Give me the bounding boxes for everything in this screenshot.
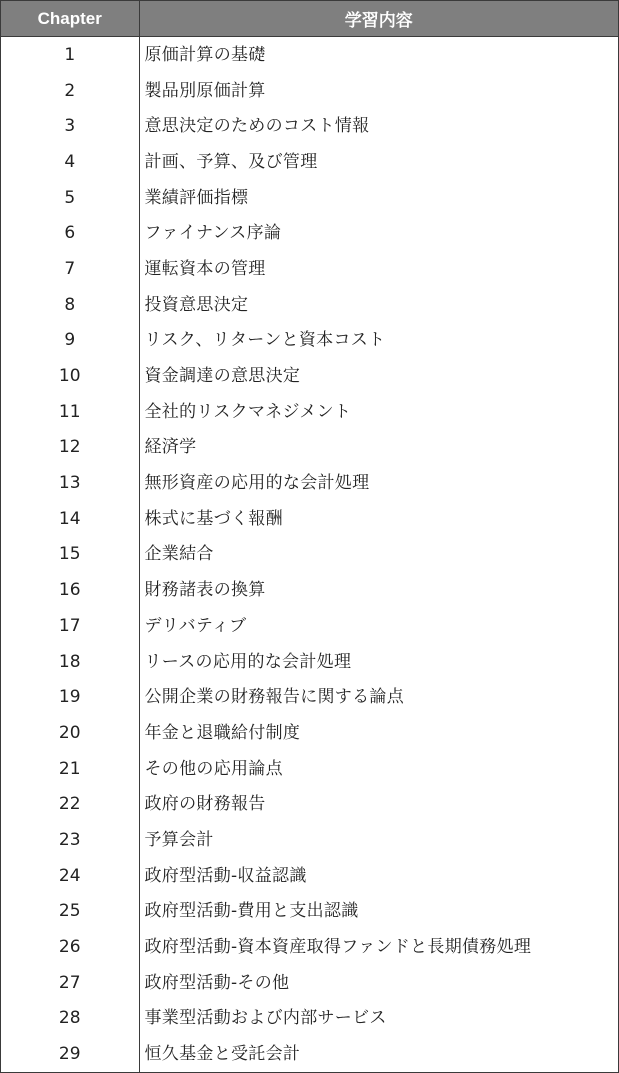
chapter-content: 株式に基づく報酬 — [144, 508, 283, 529]
table-row — [1, 358, 618, 394]
chapter-number: 5 — [1, 180, 139, 216]
table-row — [1, 251, 618, 287]
chapter-content: 全社的リスクマネジメント — [144, 401, 352, 422]
table-row — [1, 1001, 618, 1037]
chapter-table — [1, 1, 618, 1072]
table-row — [1, 751, 618, 787]
chapter-number: 13 — [1, 465, 139, 501]
chapter-content: 企業結合 — [144, 544, 214, 565]
chapter-content: 政府型活動-収益認識 — [144, 865, 307, 886]
chapter-number: 17 — [1, 608, 139, 644]
chapter-content: 政府型活動-資本資産取得ファンドと長期債務処理 — [144, 937, 532, 958]
chapter-content: デリバティブ — [144, 615, 247, 636]
chapter-number: 18 — [1, 644, 139, 680]
table-row — [1, 644, 618, 680]
chapter-content: 無形資産の応用的な会計処理 — [144, 473, 370, 494]
chapter-number: 7 — [1, 251, 139, 287]
chapter-number: 26 — [1, 929, 139, 965]
chapter-number: 2 — [1, 73, 139, 109]
table-row — [1, 37, 618, 73]
chapter-number: 29 — [1, 1036, 139, 1072]
chapter-content: 資金調達の意思決定 — [144, 366, 301, 387]
table-row — [1, 786, 618, 822]
table-row — [1, 822, 618, 858]
chapter-content: 予算会計 — [144, 829, 214, 850]
chapter-number: 28 — [1, 1001, 139, 1037]
table-row — [1, 144, 618, 180]
chapter-content: 製品別原価計算 — [144, 80, 266, 101]
table-row — [1, 394, 618, 430]
chapter-content: 投資意思決定 — [144, 294, 249, 315]
chapter-number: 1 — [1, 37, 139, 73]
chapter-number: 27 — [1, 965, 139, 1001]
chapter-content: 恒久基金と受託会計 — [144, 1044, 301, 1065]
table-row — [1, 323, 618, 359]
chapter-content: 年金と退職給付制度 — [144, 722, 301, 743]
table-row — [1, 501, 618, 537]
chapter-number: 25 — [1, 894, 139, 930]
header-row — [1, 1, 618, 37]
chapter-number: 23 — [1, 822, 139, 858]
chapter-content: 原価計算の基礎 — [144, 44, 266, 65]
table-row — [1, 108, 618, 144]
chapter-content: ファイナンス序論 — [144, 223, 282, 244]
table-row — [1, 180, 618, 216]
chapter-content: 事業型活動および内部サービス — [144, 1008, 387, 1029]
table-header — [1, 1, 618, 37]
chapter-number: 12 — [1, 430, 139, 466]
chapter-content: 業績評価指標 — [144, 187, 249, 208]
table-row — [1, 572, 618, 608]
chapter-number: 8 — [1, 287, 139, 323]
chapter-number: 24 — [1, 858, 139, 894]
chapter-number: 14 — [1, 501, 139, 537]
chapter-content: 公開企業の財務報告に関する論点 — [144, 687, 404, 708]
table-body — [1, 37, 618, 1072]
chapter-content: 政府の財務報告 — [144, 794, 266, 815]
header-content: 学習内容 — [139, 1, 618, 37]
table-row — [1, 715, 618, 751]
chapter-content: 経済学 — [144, 437, 197, 458]
table-row — [1, 430, 618, 466]
chapter-number: 4 — [1, 144, 139, 180]
chapter-number: 22 — [1, 786, 139, 822]
table-row — [1, 537, 618, 573]
table-row — [1, 894, 618, 930]
table-row — [1, 965, 618, 1001]
table-row — [1, 679, 618, 715]
chapter-number: 19 — [1, 679, 139, 715]
chapter-number: 15 — [1, 537, 139, 573]
chapter-content: リスク、リターンと資本コスト — [144, 330, 386, 351]
chapter-content: 計画、予算、及び管理 — [144, 151, 318, 172]
chapter-number: 6 — [1, 215, 139, 251]
chapter-content: 意思決定のためのコスト情報 — [144, 116, 370, 137]
chapter-number: 16 — [1, 572, 139, 608]
table-row — [1, 73, 618, 109]
chapter-number: 9 — [1, 323, 139, 359]
chapter-number: 10 — [1, 358, 139, 394]
chapter-content: 政府型活動-その他 — [144, 972, 290, 993]
table-row — [1, 929, 618, 965]
table-row — [1, 1036, 618, 1072]
table-row — [1, 608, 618, 644]
chapter-content: その他の応用論点 — [144, 758, 283, 779]
chapter-number: 20 — [1, 715, 139, 751]
chapter-number: 21 — [1, 751, 139, 787]
chapter-number: 3 — [1, 108, 139, 144]
table-row — [1, 215, 618, 251]
chapter-content: 運転資本の管理 — [144, 258, 266, 279]
table-row — [1, 465, 618, 501]
table-row — [1, 858, 618, 894]
chapter-content: 財務諸表の換算 — [144, 580, 266, 601]
table-row — [1, 287, 618, 323]
chapter-content: リースの応用的な会計処理 — [144, 651, 352, 672]
chapter-content: 政府型活動-費用と支出認識 — [144, 901, 359, 922]
header-chapter: Chapter — [1, 1, 139, 37]
chapter-number: 11 — [1, 394, 139, 430]
